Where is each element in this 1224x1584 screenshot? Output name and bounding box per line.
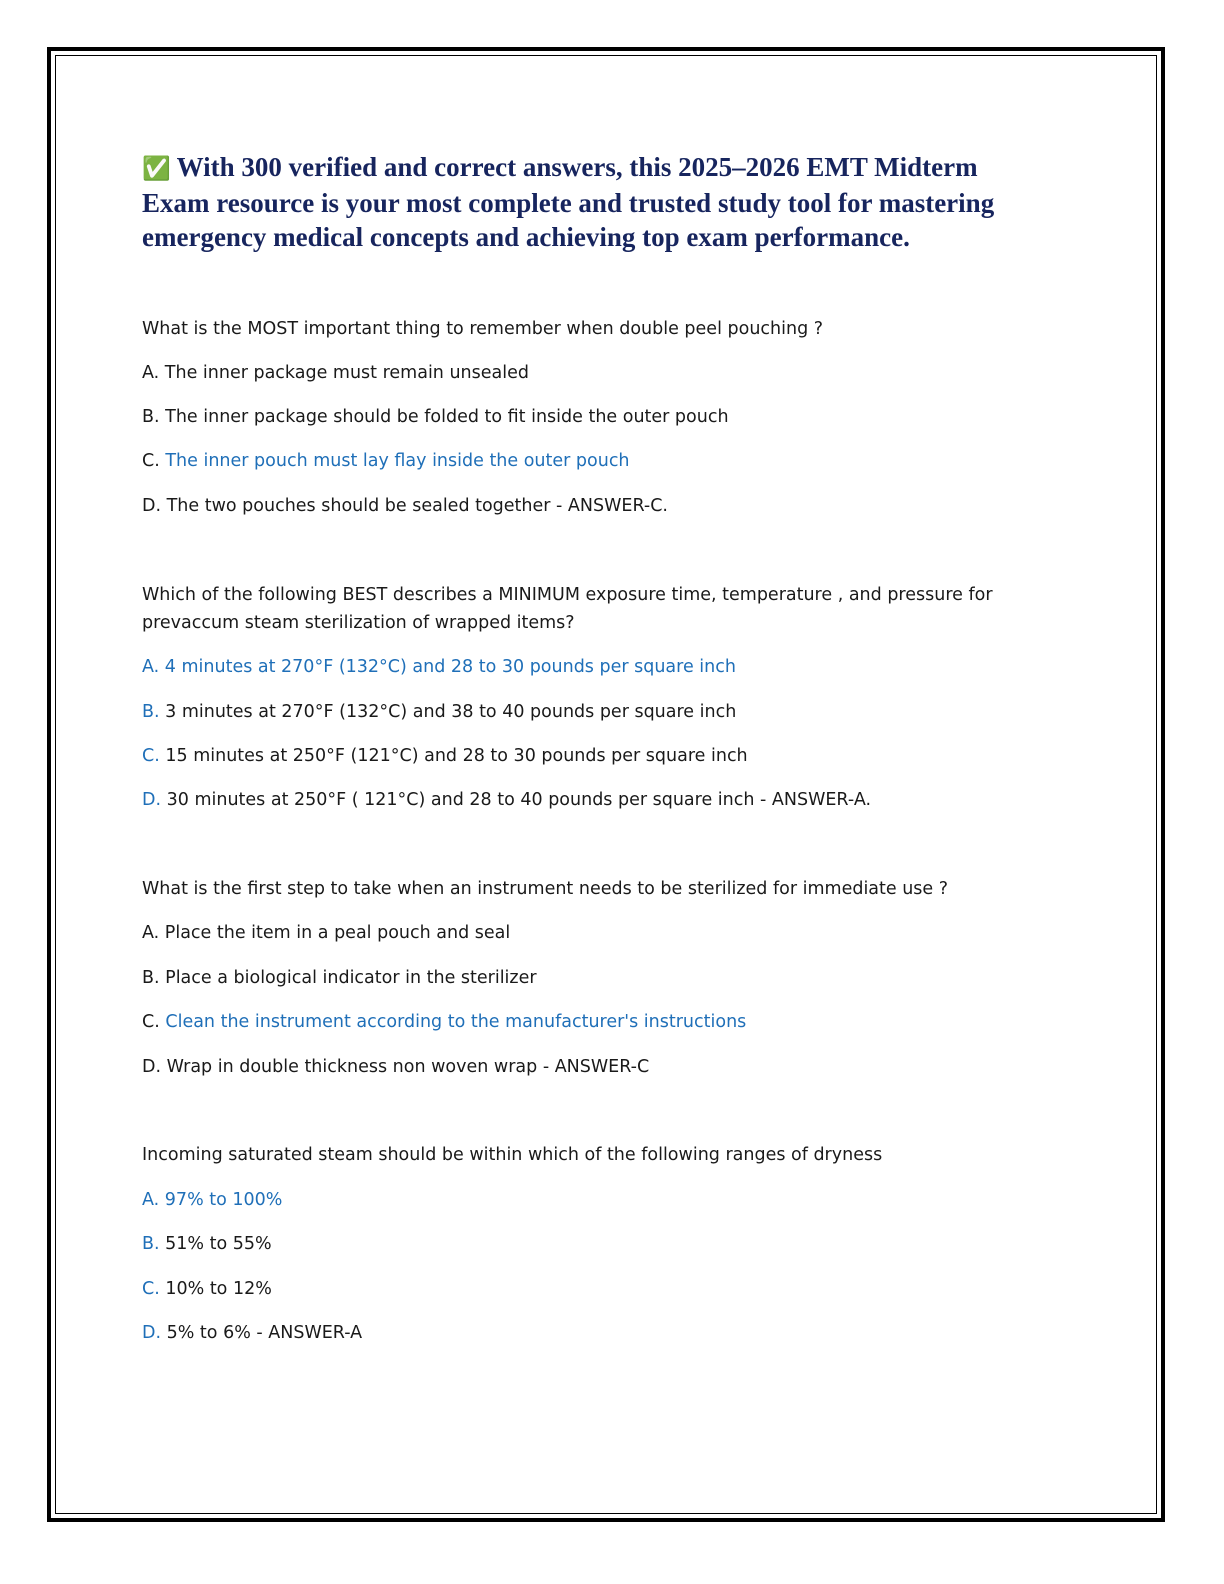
question-2-option-b: B. 3 minutes at 270°F (132°C) and 38 to 40 pounds per square inch [142,702,737,722]
question-1-option-a: A. The inner package must remain unsealed [142,363,529,383]
question-3-option-a: A. Place the item in a peal pouch and seal [142,923,511,943]
question-4-option-a: A. 97% to 100% [142,1190,283,1210]
heading-line-1: ✅ With 300 verified and correct answers, this 2025–2026 EMT Midterm [142,152,978,182]
document-heading [142,150,1062,254]
check-mark-icon: ✅ [142,156,171,182]
question-1-option-d: D. The two pouches should be sealed together - ANSWER-C. [142,496,668,516]
question-2-option-c: C. 15 minutes at 250°F (121°C) and 28 to 30 pounds per square inch [142,746,748,766]
question-1-option-c: C. The inner pouch must lay flay inside the outer pouch [142,451,630,471]
question-3-option-b: B. Place a biological indicator in the sterilizer [142,968,537,988]
question-3-option-c: C. Clean the instrument according to the manufacturer's instructions [142,1012,747,1032]
question-3-text: What is the first step to take when an instrument needs to be sterilized for immediate use ? [142,879,949,899]
heading-line-2: Exam resource is your most complete and trusted study tool for mastering [142,188,995,218]
question-4-option-d: D. 5% to 6% - ANSWER-A [142,1323,363,1343]
question-1-option-b: B. The inner package should be folded to fit inside the outer pouch [142,407,729,427]
question-4-option-b: B. 51% to 55% [142,1234,272,1254]
question-1-text: What is the MOST important thing to remember when double peel pouching ? [142,319,824,339]
question-4-option-c: C. 10% to 12% [142,1279,272,1299]
question-2-option-d: D. 30 minutes at 250°F ( 121°C) and 28 to 40 pounds per square inch - ANSWER-A. [142,790,872,810]
question-2-text-line-2: prevaccum steam sterilization of wrapped items? [142,613,575,633]
question-2-option-a: A. 4 minutes at 270°F (132°C) and 28 to 30 pounds per square inch [142,657,736,677]
question-4-text: Incoming saturated steam should be within which of the following ranges of dryness [142,1145,883,1165]
question-2-text-line-1: Which of the following BEST describes a MINIMUM exposure time, temperature , and pressure for [142,585,993,605]
question-3-option-d: D. Wrap in double thickness non woven wrap - ANSWER-C [142,1057,650,1077]
heading-line-3: emergency medical concepts and achieving top exam performance. [142,222,910,252]
